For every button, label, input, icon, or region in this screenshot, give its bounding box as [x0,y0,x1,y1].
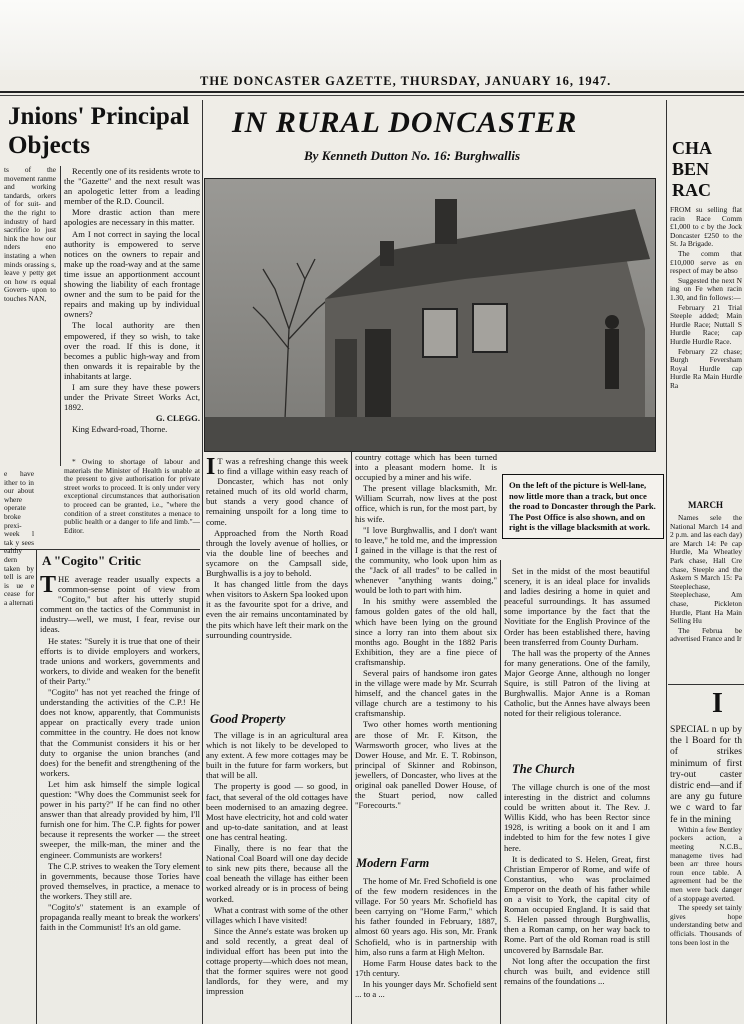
feature-column-1 [206,456,348,694]
racing-para-5: February 22 chase; Burgh Feversham Royal Hurdle cap Hurdle Ra Main Hurdle Ra [670,346,742,390]
letter-para-2: More drastic action than mere apologies are necessary in this matter. [64,207,200,228]
left-edge-text: ts of the movement ranme and working tandards, orkers of for suit- and the the right to industry of hard sacrifice lo just hink the how our nders eno instating a when minds orassing s, leave y petty get on how rs equal Govern- upon to touches NAN, [4,166,56,303]
modern-farm-column [355,876,497,1024]
scan-margin [0,0,744,70]
cogito-para-2: He states: "Surely it is true that one of their efforts is to divide employers and workers, trade unions and workers, governments and workers, to divide and weaken for the benefit of their Party." [40,635,200,686]
letter-para-5: I am sure they have these powers under the Private Street Works Act, 1892. [64,381,200,413]
church-para-1: The village church is one of the most interesting in the district and columns could be written about it. The Rev. J. Willis Kidd, who has been Rector since 1928, is writing a book on it and I am indebted to him for the few notes I give here. [504,782,650,853]
column-rule [666,100,667,1024]
church-column [504,782,650,1024]
masthead: THE DONCASTER GAZETTE, THURSDAY, JANUARY 16, 1947. [200,74,612,88]
cogito-dropcap: T [40,574,57,598]
cogito-headline: A "Cogito" Critic [42,553,141,568]
masthead-rule [0,91,744,93]
feature-para-2: Approached from the North Road through the lovely avenue of hollies, or via the double line of beeches and sycamore on the Campsall side, Burghwallis is a joy to behold. [206,527,348,579]
feature-para-3: It has changed little from the days when visitors to Askern Spa looked upon it as the favourite spot for a drive, and even the air remains uncontaminated by the pits which have left their mark on the surrounding countryside. [206,579,348,640]
strike-article-initial: I [712,688,723,719]
strike-para-1: SPECIAL n up by the l Board for th of strikes minimum of first try-out caster distric end—and if are any gu future we c ward to far fe in the mining [670,724,742,825]
left-edge-column [4,166,56,466]
feature-headline: IN RURAL DONCASTER [232,106,578,139]
strike-para-2: Within a few Bentley pockers action, a meeting N.C.B., manageme tives had been arr three hours roun ence table. A agreement had be the men were back danger of a stoppage averted. [670,824,742,903]
march-column [670,514,742,680]
march-para-1: Names sele the National March 14 and 2 p.m. and las each day) are March 14: Pe cap Hurdle, Ma Wheatley Park chase, Hall Cre chase, Steeple and the Askern S March 15: Pa Steeplechase, Steeplechase, Am chase, Pickleton Hurdle, Plant Ha Main Selling Hu [670,514,742,626]
racing-para-1: FROM su selling flat racin Race Comm £1,000 to c by the Jock Doncaster £250 to the St. Ja Brigade. [670,206,742,249]
masthead-rule-thin [0,95,744,96]
cogito-para-4: Let him ask himself the simple logical question: "Why does the Communist seek for power in his party?" If he can find no other answer than that already provided by him, I'll furnish one for him. The C.P. fights for power because it represents the worker — the street sweeper, the milk-man, the miner and the engineer. Communists are workers! [40,778,200,860]
racing-para-4: February 21 Trial Steeple added; Main Hurdle Race; Nuttall S Hurdle Race; cap Hurdle Hurdle Race. [670,302,742,346]
photo-illustration [205,179,655,451]
cogito-column [40,574,200,1024]
cogito-para-6: "Cogito's" statement is an example of propaganda really meant to break the workers' faith in the Communist! It's an old game. [40,902,200,933]
good-property-para-2: The property is good — so good, in fact, that several of the old cottages have been modernised to an amazing degree. Most have electricity, hot and cold water and up-to-date sanitation, and at least one has central heating. [206,781,348,842]
section-rule [668,684,744,685]
letter-para-4: The local authority are then empowered, if they so wish, to take over the road. If this is done, it becomes a public high-way and from then onwards it is repairable by the inhabitants at large. [64,320,200,381]
letter-para-1: Recently one of its residents wrote to the "Gazette" and the next result was an apologetic letter from a leading member of the R.D. Council. [64,166,200,207]
editor-note [64,458,200,546]
church-para-2: It is dedicated to S. Helen, Great, first Christian Emperor of Rome, and wife of Constantius, who was proclaimed Emperor on the death of his father while on a visit to York, the capital city of Roman occupied England. It is said that S. Helen passed through Burghwallis, then a Roman camp, on her way back to Rome. Part of the old Roman road is still uncovered by Barnsdale Bar. [504,853,650,955]
cogito-edge-column [4,470,34,990]
good-property-subhead: Good Property [210,712,286,726]
cogito-para-1 [40,574,200,635]
racing-para-2: The comm that £10,000 serve as en respect of may be abso [670,248,742,276]
cogito-para-3: "Cogito" has not yet reached the fringe of understanding the activities of the C.P.! He does not know, apparently, that Communists appear on practically every trade union committee in the country. He does not know that the Communist considers it his or her duty to organise the union branches (and does) for the benefit and strengthening of the workers. [40,687,200,778]
letter-column [64,166,200,456]
feature-intro-text: T was a refreshing change this week to find a village within easy reach of Doncaster, which has not only retained much of its old world charm, but stands a very good chance of remaining unspoilt for a long time to come. [206,456,348,527]
church-subhead: The Church [512,762,575,776]
column-rule [202,100,203,1024]
cogito-para-1-text: HE average reader usually expects a common-sense point of view from "Cogito," but after his utterly stupid comment on the tactics of the Communist in industry—well, we must, I fear, revise our ideas. [40,574,200,635]
column-rule [351,452,352,1024]
strike-para-3: The speedy set tainly gives hope understanding betw and officials. Thousands of tons been lost in the [670,903,742,947]
photo-caption: On the left of the picture is Well-lane, now little more than a track, but once the road to Doncaster through the Park. The Post Office is also shown, and on right is the village blacksmith at work. [502,474,664,539]
col2-para-2: The present village blacksmith, Mr. William Scurrah, now lives at the post office, which is run, for the most part, by his wife. [355,483,497,524]
village-photo [204,178,656,452]
racing-para-3: Suggested the next N ing on Fe when racin 1.30, and fin follows:— [670,275,742,302]
modern-farm-para-3: In his younger days Mr. Schofield sent ... to a ... [355,978,497,1000]
letter-address: King Edward-road, Thorne. [72,424,168,435]
left-article-headline: Jnions' Principal Objects [8,103,190,159]
letter-signoff: G. CLEGG. [155,413,200,424]
feature-column-2 [355,452,497,852]
feature-dropcap: I [206,456,216,480]
strike-column [670,724,742,1024]
col2-para-3: "I love Burghwallis, and I don't want to leave," he told me, and the impression I gained in the village is that the rest of the community, who look upon him as the "Jack of all trades" to be called in whenever "anything wants doing," would be loth to part with him. [355,524,497,596]
col2-para-1: country cottage which has been turned into a pleasant modern home. It is occupied by a miner and his wife. [355,452,497,483]
feature-intro [206,456,348,527]
feature-byline: By Kenneth Dutton No. 16: Burghwallis [304,148,520,163]
editor-note-text: * Owing to shortage of labour and materials the Minister of Health is unable at the present to give authorisation for private street works to proceed. It is only under very exceptional circumstances that authorisation to proceed can be granted, i.e., "where the condition of a street constitutes a menace to public health or a danger to life and limb."—Editor. [64,458,200,535]
column-rule [500,560,501,1024]
good-property-para-4: What a contrast with some of the other villages which I have visited! [206,904,348,925]
good-property-para-5: Since the Anne's estate was broken up and sold recently, a great deal of individual effort has been put into the cottage property—which does not mean, that the former squires were not good landlords, for they were, and my impression [206,925,348,997]
column-rule [36,550,37,1024]
march-para-2: The Februa be advertised France and Ir [670,625,742,644]
letter-para-3: Am I not correct in saying the local authority is empowered to serve notices on the owners to repair and make up the road-way and at the same time issue an apportionment account showing the liability of each frontage owner and the sum to be paid for the repairs and making up by individual owners? [64,228,200,320]
col2-para-5: Several pairs of handsome iron gates in the village were made by Mr. Scurrah himself, and the chancel gates in the village church are a testimony to his craftsmanship. [355,667,497,719]
march-subhead: MARCH [688,500,723,510]
right-article-headline: CHA BEN RAC [672,138,712,200]
racing-column [670,206,742,496]
col3-para-2: The hall was the property of the Annes for many generations. One of the family, Major George Anne, although no longer Squire, is still Patron of the living at Burghwallis. Major Anne is a Roman Catholic, but the Annes have always been noted for their religious tolerance. [504,647,650,719]
church-para-3: Not long after the occupation the first church was built, and evidence still remains of the foundations ... [504,955,650,986]
cogito-edge-text: e have ither to in our about where operate broke prexi- week l tak y sees ealthy dern taken by tell is are is ue e cease for a alternati [4,470,34,607]
modern-farm-subhead: Modern Farm [356,856,430,870]
modern-farm-para-1: The home of Mr. Fred Schofield is one of the few modern residences in the village. For 50 years Mr. Schofield has been carrying on "Home Farm," which his father founded in February, 1887, almost 60 years ago. His son, Mr. Frank Schofield, who is in partnership with him, also runs a farm at High Melton. [355,876,497,957]
col3-para-1: Set in the midst of the most beautiful scenery, it is an ideal place for invalids and ladies desiring a home in quiet and peaceful surroundings. It has assumed some importance by the fact that the Novitiate for the English Province of the Order has been established there, having been transferred from County Durham. [504,566,650,647]
col2-para-4: In his smithy were assembled the famous golden gates of the old hall, which have been lying on the ground since a lorry ran into them about six months ago. Bought in the 1882 Paris Exhibition, they are a fine piece of craftsmanship. [355,596,497,667]
feature-column-3 [504,566,650,756]
good-property-column [206,730,348,1024]
cogito-para-5: The C.P. strives to weaken the Tory element in governments, because those Tories have proved themselves, in practice, a menace to the workers. They still are. [40,860,200,901]
col2-para-6: Two other homes worth mentioning are those of Mr. F. Kitson, the Warmsworth grocer, who lives at the Dower House, and Mr. E. T. Robinson, principal of Skinner and Robinson, jewellers, of Doncaster, who lives at the original oak panelled Dower House, of the Stuart period, now called "Forecourts." [355,719,497,811]
good-property-para-1: The village is in an agricultural area which is not likely to be developed to any extent. A few more cottages may be built in the future for farm workers, but that will be all. [206,730,348,781]
good-property-para-3: Finally, there is no fear that the National Coal Board will one day decide to sink new pits there, because all the coal beneath the village has either been worked already or is in process of being worked. [206,843,348,904]
modern-farm-para-2: Home Farm House dates back to the 17th century. [355,957,497,978]
column-rule [60,166,61,466]
